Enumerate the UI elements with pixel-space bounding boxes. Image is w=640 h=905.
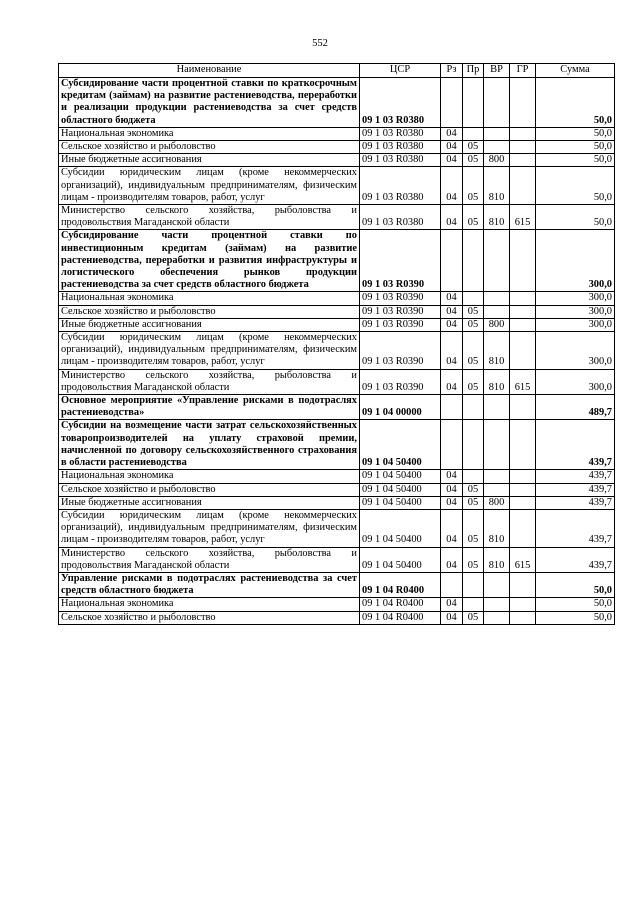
- table-row: [59, 369, 615, 394]
- cell-gr: [510, 598, 536, 611]
- cell-rz: 04: [441, 141, 463, 154]
- cell-name: Национальная экономика: [59, 598, 360, 611]
- cell-rz: 04: [441, 496, 463, 509]
- cell-sum: 300,0: [536, 318, 615, 331]
- table-body: [59, 78, 615, 625]
- cell-name: Сельское хозяйство и рыболовство: [59, 611, 360, 624]
- table-row: [59, 598, 615, 611]
- cell-gr: [510, 332, 536, 370]
- cell-rz: 04: [441, 318, 463, 331]
- cell-sum: 489,7: [536, 395, 615, 420]
- header-name: Наименование: [59, 64, 360, 78]
- cell-rz: 04: [441, 154, 463, 167]
- cell-pr: [463, 420, 484, 470]
- cell-csr: 09 1 03 R0390: [360, 305, 441, 318]
- cell-name: Субсидии юридическим лицам (кроме некоммерческих организаций), индивидуальным предпринимателям, физическим лицам - производителям товаров, работ, услуг: [59, 167, 360, 205]
- cell-sum: 50,0: [536, 127, 615, 140]
- cell-sum: 439,7: [536, 547, 615, 572]
- cell-gr: [510, 470, 536, 483]
- cell-pr: 05: [463, 547, 484, 572]
- cell-gr: [510, 395, 536, 420]
- cell-name: Сельское хозяйство и рыболовство: [59, 483, 360, 496]
- table-row: [59, 205, 615, 230]
- table-row: [59, 167, 615, 205]
- cell-name: Министерство сельского хозяйства, рыболовства и продовольствия Магаданской области: [59, 369, 360, 394]
- cell-pr: [463, 78, 484, 128]
- cell-rz: 04: [441, 127, 463, 140]
- cell-sum: 439,7: [536, 483, 615, 496]
- cell-pr: 05: [463, 318, 484, 331]
- cell-pr: 05: [463, 332, 484, 370]
- table-row: [59, 78, 615, 128]
- cell-rz: 04: [441, 305, 463, 318]
- cell-sum: 300,0: [536, 369, 615, 394]
- cell-vr: [484, 395, 510, 420]
- cell-vr: 810: [484, 547, 510, 572]
- cell-rz: 04: [441, 611, 463, 624]
- cell-csr: 09 1 04 R0400: [360, 572, 441, 597]
- cell-gr: 615: [510, 369, 536, 394]
- cell-csr: 09 1 04 50400: [360, 547, 441, 572]
- cell-pr: 05: [463, 167, 484, 205]
- cell-sum: 50,0: [536, 167, 615, 205]
- cell-gr: [510, 292, 536, 305]
- cell-sum: 300,0: [536, 230, 615, 292]
- cell-gr: [510, 154, 536, 167]
- cell-rz: [441, 572, 463, 597]
- cell-rz: [441, 395, 463, 420]
- cell-pr: [463, 127, 484, 140]
- cell-rz: 04: [441, 205, 463, 230]
- cell-sum: 439,7: [536, 496, 615, 509]
- cell-pr: [463, 470, 484, 483]
- cell-name: Национальная экономика: [59, 292, 360, 305]
- cell-pr: [463, 598, 484, 611]
- cell-gr: [510, 420, 536, 470]
- cell-rz: [441, 230, 463, 292]
- cell-vr: 800: [484, 318, 510, 331]
- cell-vr: 810: [484, 205, 510, 230]
- table-row: [59, 332, 615, 370]
- table-row: [59, 496, 615, 509]
- table-row: [59, 141, 615, 154]
- cell-sum: 50,0: [536, 572, 615, 597]
- cell-sum: 439,7: [536, 420, 615, 470]
- cell-gr: 615: [510, 205, 536, 230]
- cell-vr: [484, 127, 510, 140]
- cell-csr: 09 1 03 R0380: [360, 154, 441, 167]
- cell-csr: 09 1 03 R0390: [360, 230, 441, 292]
- cell-name: Иные бюджетные ассигнования: [59, 496, 360, 509]
- cell-name: Иные бюджетные ассигнования: [59, 154, 360, 167]
- cell-name: Субсидирование части процентной ставки по краткосрочным кредитам (займам) на развитие растениеводства, переработки и реализации продукции растениеводства за счет средств областного бюджета: [59, 78, 360, 128]
- cell-name: Иные бюджетные ассигнования: [59, 318, 360, 331]
- cell-pr: 05: [463, 369, 484, 394]
- cell-pr: 05: [463, 496, 484, 509]
- page-number: 552: [312, 38, 328, 49]
- budget-table: [58, 63, 615, 625]
- table-row: [59, 318, 615, 331]
- header-csr: ЦСР: [360, 64, 441, 78]
- cell-rz: [441, 78, 463, 128]
- cell-rz: 04: [441, 470, 463, 483]
- cell-gr: 615: [510, 547, 536, 572]
- cell-sum: 300,0: [536, 292, 615, 305]
- cell-vr: 810: [484, 369, 510, 394]
- cell-pr: 05: [463, 305, 484, 318]
- cell-rz: 04: [441, 509, 463, 547]
- table-row: [59, 420, 615, 470]
- cell-sum: 300,0: [536, 332, 615, 370]
- cell-csr: 09 1 03 R0390: [360, 292, 441, 305]
- cell-name: Субсидии юридическим лицам (кроме некоммерческих организаций), индивидуальным предпринимателям, физическим лицам - производителям товаров, работ, услуг: [59, 332, 360, 370]
- cell-vr: [484, 483, 510, 496]
- cell-name: Сельское хозяйство и рыболовство: [59, 141, 360, 154]
- cell-rz: 04: [441, 292, 463, 305]
- cell-pr: 05: [463, 154, 484, 167]
- cell-name: Министерство сельского хозяйства, рыболовства и продовольствия Магаданской области: [59, 205, 360, 230]
- table-row: [59, 483, 615, 496]
- cell-name: Основное мероприятие «Управление рисками в подотраслях растениеводства»: [59, 395, 360, 420]
- table-row: [59, 230, 615, 292]
- cell-vr: [484, 598, 510, 611]
- cell-pr: [463, 292, 484, 305]
- header-vr: ВР: [484, 64, 510, 78]
- cell-csr: 09 1 04 00000: [360, 395, 441, 420]
- cell-vr: [484, 470, 510, 483]
- table-row: [59, 509, 615, 547]
- cell-gr: [510, 611, 536, 624]
- header-pr: Пр: [463, 64, 484, 78]
- cell-vr: [484, 292, 510, 305]
- cell-csr: 09 1 03 R0390: [360, 318, 441, 331]
- cell-name: Национальная экономика: [59, 127, 360, 140]
- cell-rz: [441, 420, 463, 470]
- cell-vr: 810: [484, 332, 510, 370]
- cell-rz: 04: [441, 483, 463, 496]
- table-row: [59, 470, 615, 483]
- table-row: [59, 572, 615, 597]
- cell-sum: 50,0: [536, 205, 615, 230]
- cell-gr: [510, 305, 536, 318]
- cell-gr: [510, 230, 536, 292]
- cell-gr: [510, 318, 536, 331]
- table-header-row: [59, 64, 615, 78]
- table-row: [59, 154, 615, 167]
- cell-pr: [463, 572, 484, 597]
- cell-csr: 09 1 03 R0380: [360, 205, 441, 230]
- cell-csr: 09 1 03 R0380: [360, 127, 441, 140]
- cell-vr: [484, 572, 510, 597]
- cell-csr: 09 1 03 R0380: [360, 167, 441, 205]
- header-rz: Рз: [441, 64, 463, 78]
- cell-gr: [510, 483, 536, 496]
- cell-csr: 09 1 04 R0400: [360, 598, 441, 611]
- cell-gr: [510, 127, 536, 140]
- cell-pr: 05: [463, 141, 484, 154]
- cell-pr: 05: [463, 483, 484, 496]
- table-row: [59, 395, 615, 420]
- cell-vr: [484, 611, 510, 624]
- cell-gr: [510, 496, 536, 509]
- cell-csr: 09 1 04 50400: [360, 483, 441, 496]
- table-row: [59, 611, 615, 624]
- cell-name: Сельское хозяйство и рыболовство: [59, 305, 360, 318]
- cell-pr: 05: [463, 205, 484, 230]
- cell-vr: [484, 141, 510, 154]
- cell-vr: [484, 420, 510, 470]
- table-row: [59, 547, 615, 572]
- cell-vr: [484, 305, 510, 318]
- cell-gr: [510, 572, 536, 597]
- cell-csr: 09 1 04 50400: [360, 470, 441, 483]
- header-gr: ГР: [510, 64, 536, 78]
- cell-vr: 800: [484, 496, 510, 509]
- cell-csr: 09 1 04 50400: [360, 509, 441, 547]
- cell-rz: 04: [441, 369, 463, 394]
- cell-name: Национальная экономика: [59, 470, 360, 483]
- cell-sum: 439,7: [536, 509, 615, 547]
- cell-rz: 04: [441, 598, 463, 611]
- cell-name: Субсидии на возмещение части затрат сельскохозяйственных товаропроизводителей на уплату страховой премии, начисленной по договору сельскохозяйственного страхования в области растениеводства: [59, 420, 360, 470]
- cell-sum: 50,0: [536, 611, 615, 624]
- cell-pr: 05: [463, 611, 484, 624]
- cell-vr: [484, 78, 510, 128]
- table-row: [59, 305, 615, 318]
- cell-vr: 810: [484, 509, 510, 547]
- table-row: [59, 292, 615, 305]
- cell-gr: [510, 167, 536, 205]
- cell-pr: [463, 395, 484, 420]
- header-sum: Сумма: [536, 64, 615, 78]
- cell-gr: [510, 141, 536, 154]
- cell-csr: 09 1 03 R0390: [360, 332, 441, 370]
- cell-name: Субсидирование части процентной ставки по инвестиционным кредитам (займам) на развитие растениеводства, переработки и развития инфраструктуры и логистического обеспечения рынков продукции растениеводства за счет средств областного бюджета: [59, 230, 360, 292]
- cell-name: Субсидии юридическим лицам (кроме некоммерческих организаций), индивидуальным предпринимателям, физическим лицам - производителям товаров, работ, услуг: [59, 509, 360, 547]
- cell-sum: 300,0: [536, 305, 615, 318]
- cell-csr: 09 1 03 R0390: [360, 369, 441, 394]
- cell-vr: [484, 230, 510, 292]
- cell-vr: 810: [484, 167, 510, 205]
- cell-gr: [510, 509, 536, 547]
- cell-sum: 50,0: [536, 598, 615, 611]
- cell-sum: 50,0: [536, 78, 615, 128]
- cell-rz: 04: [441, 167, 463, 205]
- cell-csr: 09 1 03 R0380: [360, 78, 441, 128]
- cell-csr: 09 1 03 R0380: [360, 141, 441, 154]
- cell-sum: 50,0: [536, 141, 615, 154]
- cell-csr: 09 1 04 50400: [360, 496, 441, 509]
- cell-gr: [510, 78, 536, 128]
- cell-vr: 800: [484, 154, 510, 167]
- table-row: [59, 127, 615, 140]
- cell-pr: [463, 230, 484, 292]
- cell-csr: 09 1 04 R0400: [360, 611, 441, 624]
- cell-rz: 04: [441, 547, 463, 572]
- cell-name: Министерство сельского хозяйства, рыболовства и продовольствия Магаданской области: [59, 547, 360, 572]
- cell-rz: 04: [441, 332, 463, 370]
- cell-pr: 05: [463, 509, 484, 547]
- cell-name: Управление рисками в подотраслях растениеводства за счет средств областного бюджета: [59, 572, 360, 597]
- cell-csr: 09 1 04 50400: [360, 420, 441, 470]
- cell-sum: 439,7: [536, 470, 615, 483]
- cell-sum: 50,0: [536, 154, 615, 167]
